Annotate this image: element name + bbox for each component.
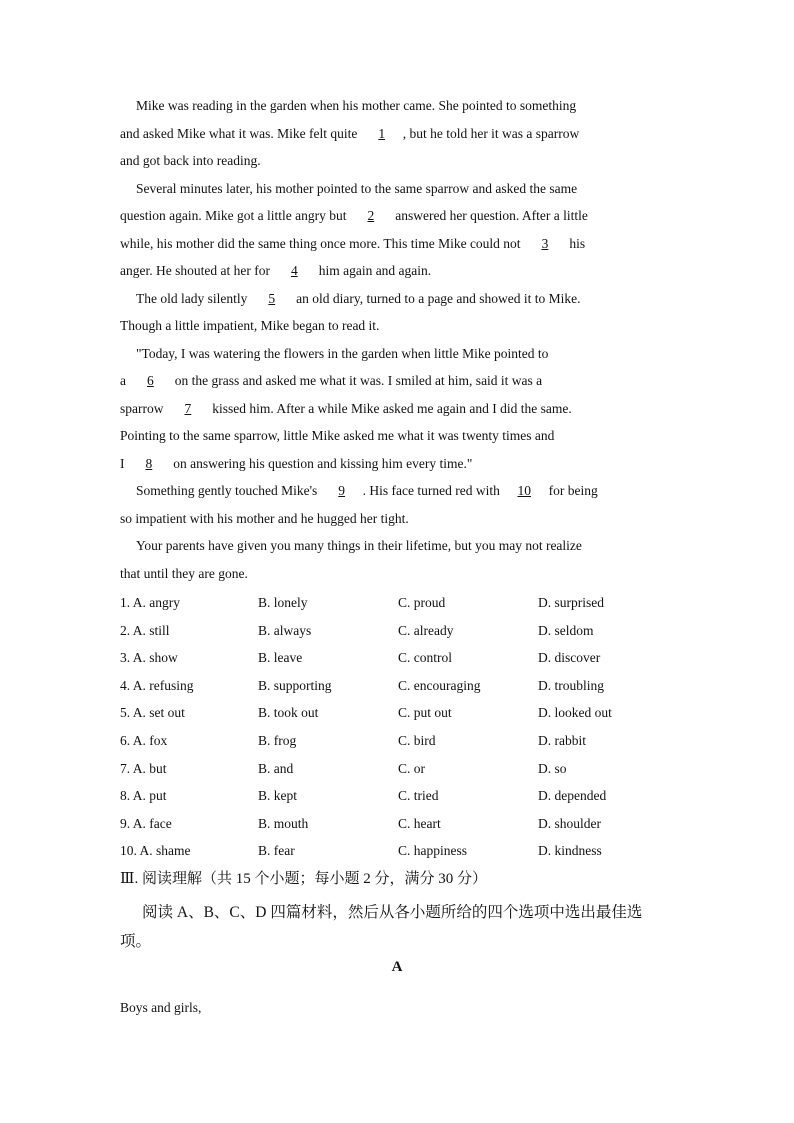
option-b: B. fear bbox=[258, 843, 295, 859]
option-b: B. leave bbox=[258, 650, 303, 666]
instruction-line-2: 项。 bbox=[120, 933, 152, 950]
paragraph-1 bbox=[120, 92, 675, 175]
paragraph-3 bbox=[120, 285, 675, 340]
option-c: C. already bbox=[398, 622, 454, 638]
option-row bbox=[120, 782, 680, 810]
text-line: question again. Mike got a little angry but 2 answered her question. After a little bbox=[120, 202, 675, 230]
option-d: D. troubling bbox=[538, 677, 604, 693]
text-line: Your parents have given you many things in their lifetime, but you may not realize bbox=[136, 538, 582, 553]
option-d: D. rabbit bbox=[538, 732, 586, 748]
text-line: anger. He shouted at her for 4 him again and again. bbox=[120, 257, 675, 285]
option-d: D. depended bbox=[538, 788, 607, 804]
option-a: 1. A. angry bbox=[120, 595, 180, 610]
blank-2: 2 bbox=[367, 208, 375, 223]
blank-4: 4 bbox=[290, 263, 298, 278]
option-b: B. always bbox=[258, 622, 312, 638]
option-a: 3. A. show bbox=[120, 650, 178, 666]
option-row bbox=[120, 672, 680, 700]
text-line: The old lady silently 5 an old diary, turned to a page and showed it to Mike. bbox=[120, 285, 675, 313]
salutation: Boys and girls, bbox=[120, 1000, 202, 1015]
option-row bbox=[120, 699, 680, 727]
option-row bbox=[120, 755, 680, 783]
paragraph-2 bbox=[120, 175, 675, 285]
option-c: C. proud bbox=[398, 595, 446, 610]
option-c: C. put out bbox=[398, 705, 452, 721]
option-d: D. so bbox=[538, 760, 567, 776]
option-c: C. encouraging bbox=[398, 677, 481, 693]
blank-7: 7 bbox=[184, 400, 192, 416]
passage-heading: A bbox=[391, 959, 403, 975]
blank-6: 6 bbox=[147, 373, 154, 388]
text-line: Something gently touched Mike's 9 . His face turned red with 10 for being bbox=[120, 477, 675, 505]
option-d: D. shoulder bbox=[538, 815, 601, 831]
option-a: 6. A. fox bbox=[120, 732, 168, 748]
option-c: C. or bbox=[398, 760, 425, 776]
option-a: 10. A. shame bbox=[120, 843, 191, 859]
option-d: D. discover bbox=[538, 650, 601, 666]
text-line: a 6 on the grass and asked me what it was. I smiled at him, said it was a bbox=[120, 367, 675, 395]
option-b: B. took out bbox=[258, 705, 319, 721]
option-b: B. and bbox=[258, 760, 294, 776]
option-c: C. tried bbox=[398, 788, 439, 804]
text-line: Several minutes later, his mother pointed to the same sparrow and asked the same bbox=[136, 180, 578, 196]
option-c: C. control bbox=[398, 650, 452, 666]
text-line: and asked Mike what it was. Mike felt quite 1 , but he told her it was a sparrow bbox=[120, 120, 675, 148]
option-d: D. kindness bbox=[538, 843, 602, 859]
option-row bbox=[120, 810, 680, 838]
blank-8: 8 bbox=[145, 455, 153, 471]
paragraph-4 bbox=[120, 340, 675, 478]
option-b: B. mouth bbox=[258, 815, 309, 831]
option-b: B. kept bbox=[258, 788, 297, 804]
option-d: D. looked out bbox=[538, 705, 612, 721]
text-line: sparrow 7 kissed him. After a while Mike asked me again and I did the same. bbox=[120, 395, 675, 423]
option-b: B. frog bbox=[258, 732, 297, 748]
section-instruction bbox=[120, 898, 680, 956]
paragraph-5 bbox=[120, 477, 675, 532]
text-line: Though a little impatient, Mike began to read it. bbox=[120, 318, 380, 333]
option-b: B. supporting bbox=[258, 677, 332, 693]
text-line: and got back into reading. bbox=[120, 153, 261, 168]
option-row bbox=[120, 727, 680, 755]
option-row bbox=[120, 617, 680, 645]
blank-9: 9 bbox=[338, 483, 346, 498]
option-d: D. seldom bbox=[538, 622, 594, 638]
blank-1: 1 bbox=[378, 125, 386, 141]
option-c: C. bird bbox=[398, 732, 436, 748]
instruction-line-1: 阅读 A、B、C、D 四篇材料，然后从各小题所给的四个选项中选出最佳选 bbox=[142, 904, 643, 921]
option-d: D. surprised bbox=[538, 595, 604, 610]
option-row bbox=[120, 589, 680, 617]
section-title: Ⅲ. 阅读理解（共 15 个小题；每小题 2 分，满分 30 分） bbox=[120, 871, 487, 887]
text-line: Mike was reading in the garden when his mother came. She pointed to something bbox=[136, 98, 577, 113]
option-c: C. heart bbox=[398, 815, 441, 831]
text-line: I 8 on answering his question and kissing him every time." bbox=[120, 450, 675, 478]
text-line: "Today, I was watering the flowers in the garden when little Mike pointed to bbox=[136, 345, 549, 361]
blank-3: 3 bbox=[541, 235, 549, 251]
option-a: 7. A. but bbox=[120, 760, 167, 776]
option-row bbox=[120, 644, 680, 672]
option-a: 4. A. refusing bbox=[120, 677, 194, 693]
option-a: 5. A. set out bbox=[120, 705, 185, 721]
option-c: C. happiness bbox=[398, 843, 467, 859]
option-a: 2. A. still bbox=[120, 622, 170, 638]
option-a: 9. A. face bbox=[120, 815, 172, 831]
text-line: Pointing to the same sparrow, little Mike asked me what it was twenty times and bbox=[120, 428, 555, 443]
text-line: that until they are gone. bbox=[120, 565, 248, 581]
option-b: B. lonely bbox=[258, 595, 308, 610]
option-row bbox=[120, 837, 680, 865]
option-a: 8. A. put bbox=[120, 788, 167, 804]
blank-5: 5 bbox=[268, 290, 276, 306]
blank-10: 10 bbox=[517, 483, 531, 498]
text-line: so impatient with his mother and he hugged her tight. bbox=[120, 510, 409, 526]
answer-options bbox=[120, 589, 680, 865]
paragraph-6 bbox=[120, 532, 675, 587]
text-line: while, his mother did the same thing once more. This time Mike could not 3 his bbox=[120, 230, 675, 258]
